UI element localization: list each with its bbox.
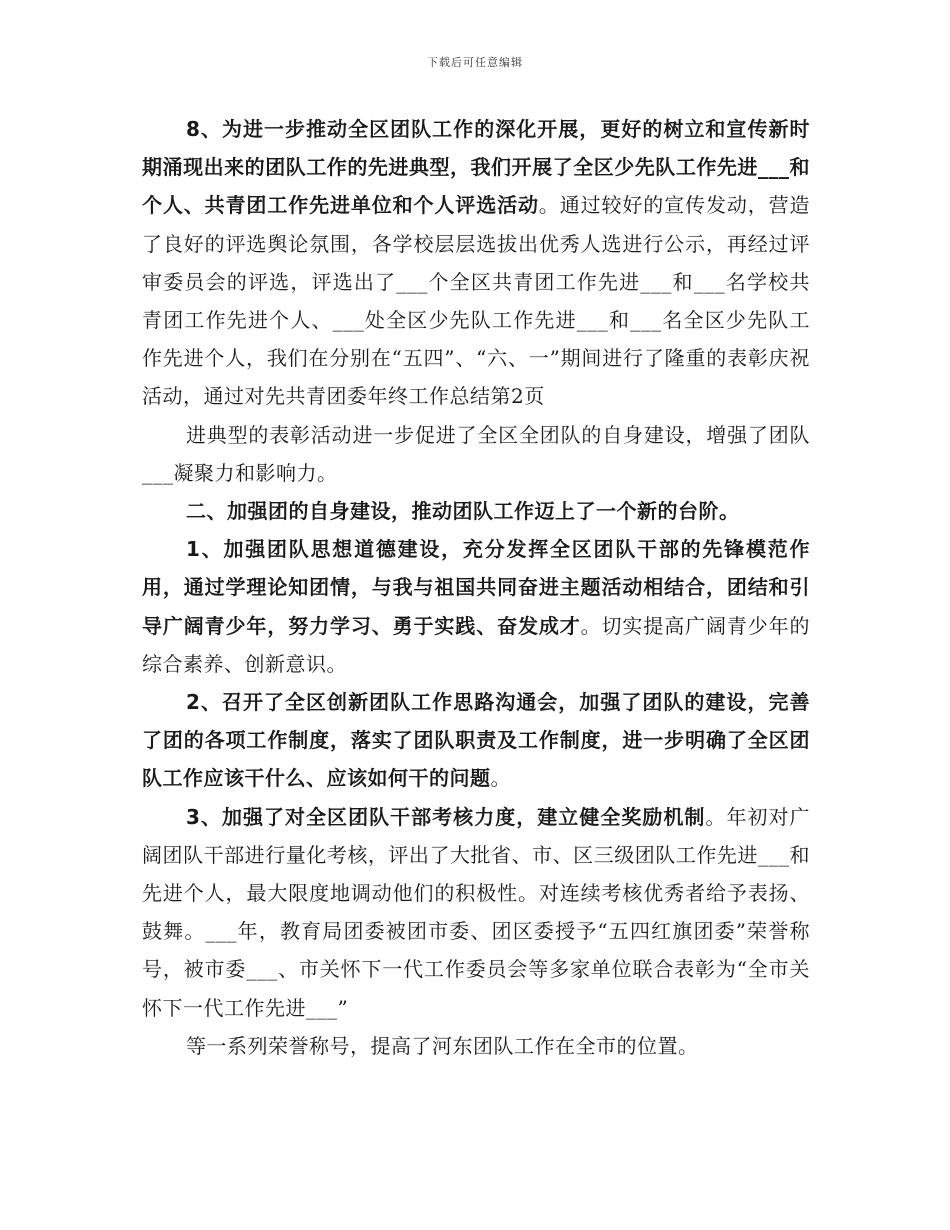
- paragraph-ideology: [142, 530, 810, 683]
- paragraph-awards: [142, 110, 810, 416]
- paragraph-bold-text: 3、加强了对全区团队干部考核力度，建立健全奖励机制: [186, 804, 706, 829]
- paragraph-bold-text: 8、为进一步推动全区团队工作的深化开展，更好的树立和宣传新时期涌现出来的团队工作的先进典型，我们开展了全区少先队工作先进___和个人、共青团工作先进单位和个人评选活动: [142, 117, 810, 218]
- heading-text: 二、加强团的自身建设，推动团队工作迈上了一个新的台阶。: [186, 499, 740, 524]
- paragraph-bold-text: 2、召开了全区创新团队工作思路沟通会，加强了团队的建设，完善了团的各项工作制度，落实了团队职责及工作制度，进一步明确了全区团队工作应该干什么、应该如何干的问题: [142, 690, 810, 791]
- section-heading: [142, 492, 810, 530]
- document-body: [142, 110, 810, 1065]
- paragraph-meeting: [142, 683, 810, 798]
- paragraph-bold-text: 1、加强团队思想道德建设，充分发挥全区团队干部的先锋模范作用，通过学理论知团情，与我与祖国共同奋进主题活动相结合，团结和引导广阔青少年，努力学习、勇于实践、奋发成才: [142, 537, 810, 638]
- paragraph-continuation: [142, 416, 810, 492]
- paragraph-honors: [142, 1027, 810, 1065]
- paragraph-text: 。: [490, 766, 511, 791]
- paragraph-assessment: [142, 798, 810, 1027]
- page-header: 下载后可任意编辑: [427, 56, 523, 69]
- paragraph-text: 。年初对广阔团队干部进行量化考核，评出了大批省、市、区三级团队工作先进___和先进个人，最大限度地调动他们的积极性。对连续考核优秀者给予表扬、鼓舞。___年，教育局团委被团市委、团区委授予“五四红旗团委”荣誉称号，被市委___、市关怀下一代工作委员会等多家单位联合表彰为“全市关怀下一代工作先进___”: [142, 804, 811, 1020]
- paragraph-text: 等一系列荣誉称号，提高了河东团队工作在全市的位置。: [186, 1033, 699, 1058]
- paragraph-text: 进典型的表彰活动进一步促进了全区全团队的自身建设，增强了团队___凝聚力和影响力。: [142, 422, 810, 485]
- paragraph-text: 。切实提高广阔青少年的综合素养、创新意识。: [142, 613, 811, 676]
- paragraph-text: 。通过较好的宣传发动，营造了良好的评选舆论氛围，各学校层层选拔出优秀人选进行公示，再经过评审委员会的评选，评选出了___个全区共青团工作先进___和___名学校共青团工作先进个人、___处全区少先队工作先进___和___名全区少先队工作先进个人，我们在分别在“五四”、“六、一”期间进行了隆重的表彰庆祝活动，通过对先共青团委年终工作总结第2页: [142, 193, 811, 409]
